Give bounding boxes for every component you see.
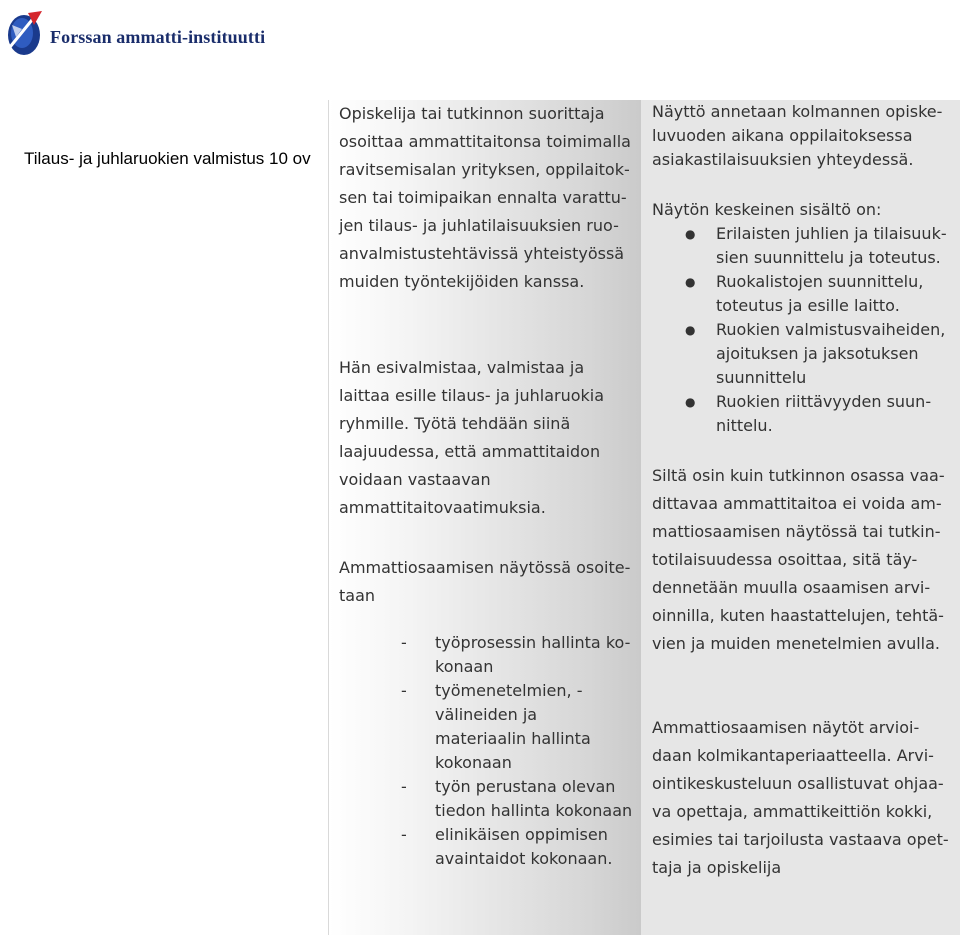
list-item: ● Ruokien valmistusvaiheiden, ajoituksen ja jaksotuksen suunnittelu [685,320,946,387]
competence-list [401,631,633,871]
bullet-marker: ● [685,323,696,337]
content-intro: Näytön keskeinen sisältö on: [652,200,882,219]
list-item: ● Erilaisten juhlien ja tilaisuuk-sien suunnittelu ja toteutus. [685,224,947,267]
assessment-column [641,100,960,935]
bullet-marker: ● [685,395,696,409]
list-item: - elinikäisen oppimisen avaintaidot kokonaan. [401,825,613,868]
dash-marker: - [401,681,407,700]
task-paragraph: Hän esivalmistaa, valmistaa ja laittaa esille tilaus- ja juhlaruokia ryhmille. Työtä tehdään siinä laajuudessa, että ammattitaidon voidaan vastaavan ammattitaitovaatimuksia. [339,358,605,517]
logo-text: Forssan ammatti-instituutti [50,26,266,47]
dash-marker: - [401,777,407,796]
unit-title: Tilaus- ja juhlaruokien valmistus 10 ov [24,149,311,168]
bullet-marker: ● [685,275,696,289]
list-item: - työprosessin hallinta ko-konaan [401,633,631,676]
list-item: - työmenetelmien, - välineiden ja materiaalin hallinta kokonaan [401,681,591,772]
list-item: ● Ruokien riittävyyden suun-nittelu. [685,392,932,435]
dash-marker: - [401,633,407,652]
description-paragraph: Opiskelija tai tutkinnon suorittaja osoittaa ammattitaitonsa toimimalla ravitsemisalan yrityksen, oppilaitok-sen tai toimipaikan ennalta varattu-jen tilaus- ja juhlatilaisuuksien ruo-anvalmistustehtävissä yhteistyössä muiden työntekijöiden kanssa. [339,104,631,291]
demonstration-intro: Ammattiosaamisen näytössä osoite-taan [339,558,631,605]
logo [6,6,265,58]
supplementary-paragraph: Siltä osin kuin tutkinnon osassa vaa-dittavaa ammattitaitoa ei voida am-mattiosaamisen näytössä tai tutkin-totilaisuudessa osoittaa, sitä täy-dennetään muulla osaamisen arvi-oinnilla, kuten haastattelujen, tehtä-vien ja muiden menetelmien avulla. [652,466,945,653]
evaluation-paragraph: Ammattiosaamisen näytöt arvioi-daan kolmikantaperiaatteella. Arvi-ointikeskusteluun osallistuvat ohjaa-va opettaja, ammattikeittiön kokki, esimies tai tarjoilusta vastaava opet-taja ja opiskelija [652,718,949,877]
description-column [328,100,642,935]
timing-paragraph: Näyttö annetaan kolmannen opiske-luvuoden aikana oppilaitoksessa asiakastilaisuuksien yhteydessä. [652,102,943,169]
content-list [652,222,952,438]
fai-logo-icon [6,7,44,57]
list-item: ● Ruokalistojen suunnittelu, toteutus ja esille laitto. [685,272,924,315]
list-item: - työn perustana olevan tiedon hallinta kokonaan [401,777,633,820]
bullet-marker: ● [685,227,696,241]
dash-marker: - [401,825,407,844]
